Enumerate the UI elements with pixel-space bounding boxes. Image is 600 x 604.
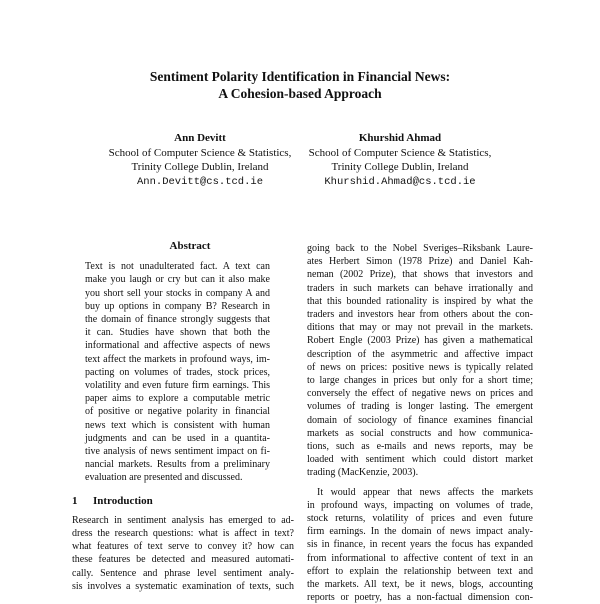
abstract-line: Text is not unadulterated fact. A text can [85, 261, 270, 273]
body-line: ates Herbert Simon (1978 Prize) and Daniel Kah- [307, 256, 533, 268]
abstract-line: the domain of finance strongly suggests that [85, 314, 270, 326]
abstract-line: volatility and even future firm earnings. This [85, 380, 270, 392]
abstract-line: pacting on volumes of trades, stock prices, [85, 366, 270, 378]
abstract-line: paper aims to explore a computable metric [85, 393, 270, 405]
title-line-1: Sentiment Polarity Identification in Financial News: [149, 69, 451, 84]
body-line: to large changes in prices but only for a short time; [307, 375, 533, 387]
right-column [307, 242, 533, 604]
abstract-line: evaluation are presented and discussed. [85, 472, 243, 484]
author-institution: Trinity College Dublin, Ireland [131, 161, 269, 173]
abstract-line: it can. Studies have shown that both the [85, 327, 270, 339]
abstract-line: text affect the markets in profound ways, im- [85, 353, 270, 365]
author-name: Khurshid Ahmad [358, 132, 442, 144]
body-line: trading (MacKenzie, 2003). [307, 467, 419, 479]
introduction-body [72, 514, 294, 593]
author-email: Khurshid.Ahmad@cs.tcd.ie [324, 175, 476, 188]
body-line: ditions that may or may not prevail in the markets. [307, 322, 533, 334]
abstract-line: tive analysis of news sentiment impact on fi- [85, 446, 270, 458]
author-affiliation: School of Computer Science & Statistics, [108, 146, 292, 159]
abstract-line: buy up options in company B? Research in [85, 300, 270, 312]
right-paragraph-1 [307, 242, 533, 480]
author-block-2 [200, 131, 600, 189]
intro-line: what features of text serve to convey it? how can [72, 541, 294, 553]
body-line: in profound ways, impacting on volumes of trade, [307, 499, 533, 511]
body-line: tions, such as e-mails and news reports, may be [307, 441, 533, 453]
author-email: Ann.Devitt@cs.tcd.ie [136, 175, 264, 188]
body-line: It would appear that news affects the markets [317, 486, 533, 498]
body-line: the markets. All text, be it news, blogs, accounting [307, 579, 533, 591]
paper-title [0, 68, 600, 102]
body-line: markets as social constructs and how communica- [307, 427, 533, 439]
section-heading-introduction [72, 495, 320, 508]
intro-line: cally. Sentence and phrase level sentiment analy- [72, 567, 294, 579]
body-line: Robert Engle (2003 Prize) has given a mathematical [307, 335, 533, 347]
author-name: Ann Devitt [174, 132, 226, 144]
body-line: traders in such markets can behave irrationally and [307, 282, 533, 294]
section-number: 1 [72, 494, 78, 507]
body-line: traders and investors hear from others about the con- [307, 309, 533, 321]
abstract-line: make you laugh or cry but can it also make [85, 274, 270, 286]
section-title: Introduction [93, 494, 153, 507]
right-paragraph-2 [307, 486, 533, 604]
body-line: sis in finance, in recent years the focus has expanded [307, 539, 533, 551]
body-line: loaded with sentiment which could distort market [307, 454, 533, 466]
body-line: domain of sociology of finance examines financial [307, 414, 533, 426]
author-affiliation: School of Computer Science & Statistics, [308, 146, 492, 159]
abstract-line: judgments and can be used in a quantita- [85, 432, 270, 444]
author-institution: Trinity College Dublin, Ireland [331, 161, 469, 173]
abstract-line: informational and affective aspects of news [85, 340, 270, 352]
title-line-2: A Cohesion-based Approach [218, 86, 382, 101]
body-line: firm earnings. In the domain of news impact analy- [307, 526, 533, 538]
abstract-body [85, 260, 270, 484]
body-line: volumes of trading is longer lasting. The emergent [307, 401, 533, 413]
body-line: description of the asymmetric and affective impact [307, 348, 533, 360]
intro-line: dress the research questions: what is affect in text? [72, 528, 294, 540]
body-line: reports or poetry, has a non-factual dimension con- [307, 592, 533, 604]
abstract-heading: Abstract [169, 240, 211, 252]
body-line: conversely the effect of negative news on prices and [307, 388, 533, 400]
body-line: that this bounded rationality is inspired by what the [307, 295, 533, 307]
body-line: stock returns, volatility of prices and even future [307, 513, 533, 525]
intro-line: Research in sentiment analysis has emerged to ad- [72, 514, 294, 526]
intro-line: sis involves a systematic examination of texts, such [72, 580, 294, 592]
abstract-line: of positive or negative polarity in financial [85, 406, 270, 418]
abstract-line: you short sell your stocks in company A and [85, 287, 270, 299]
body-line: effort to explain the relationship between text and [307, 565, 533, 577]
intro-line: these features be detected and measured automati- [72, 554, 294, 566]
body-line: going back to the Nobel Sveriges–Riksbank Laure- [307, 243, 533, 254]
body-line: of news on prices: positive news is typically related [307, 361, 533, 373]
abstract-line: nancial markets. Results from a preliminary [85, 459, 270, 471]
body-line: neman (2002 Prize), that shows that investors and [307, 269, 533, 281]
abstract-line: news text which is consistent with human [85, 419, 270, 431]
left-column [72, 240, 320, 593]
body-line: from informational to affective content of text in an [307, 552, 533, 564]
